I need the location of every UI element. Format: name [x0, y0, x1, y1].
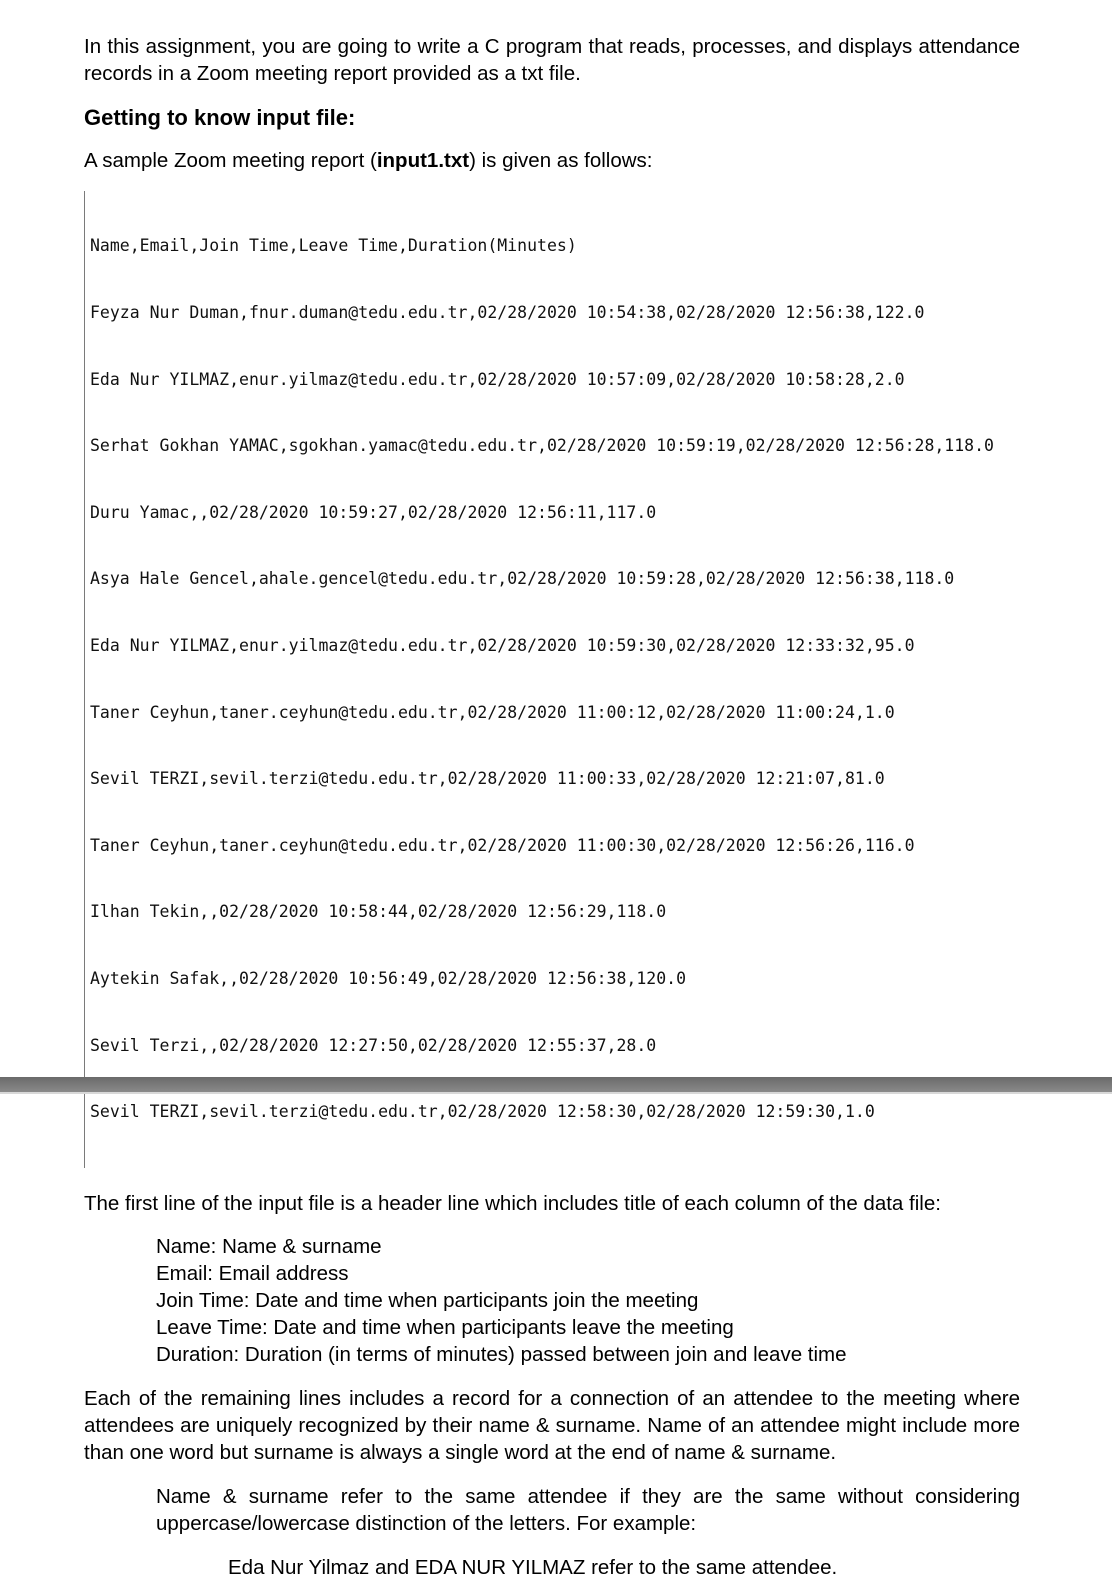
- code-line: Asya Hale Gencel,ahale.gencel@tedu.edu.tr,02/28/2020 10:59:28,02/28/2020 12:56:38,118.0: [90, 569, 955, 589]
- code-line: Sevil Terzi,,02/28/2020 12:27:50,02/28/2020 12:55:37,28.0: [90, 1035, 657, 1055]
- example-line: Eda Nur Yilmaz and EDA NUR YILMAZ refer to the same attendee.: [228, 1555, 838, 1579]
- code-line: Eda Nur YILMAZ,enur.yilmaz@tedu.edu.tr,02/28/2020 10:59:30,02/28/2020 12:33:32,95.0: [90, 635, 915, 655]
- code-line: Aytekin Safak,,02/28/2020 10:56:49,02/28/2020 12:56:38,120.0: [90, 968, 687, 988]
- document-page: [84, 33, 1020, 1581]
- column-definitions: [156, 1233, 1020, 1368]
- code-line: Sevil TERZI,sevil.terzi@tedu.edu.tr,02/28/2020 12:58:30,02/28/2020 12:59:30,1.0: [90, 1102, 875, 1122]
- column-def-name: Name: Name & surname: [156, 1234, 382, 1258]
- case-note: Name & surname refer to the same attendee if they are the same without considering uppercase/lowercase distinction of the letters. For example:: [156, 1484, 1020, 1535]
- page-bottom-divider: [0, 1092, 1112, 1094]
- code-line: Taner Ceyhun,taner.ceyhun@tedu.edu.tr,02/28/2020 11:00:12,02/28/2020 11:00:24,1.0: [90, 702, 895, 722]
- sample-file-code-block: [84, 191, 1020, 1168]
- sample-suffix: ) is given as follows:: [469, 149, 653, 172]
- page-bottom-bar: [0, 1077, 1112, 1092]
- column-def-leave-time: Leave Time: Date and time when participants leave the meeting: [156, 1315, 734, 1339]
- code-line: Taner Ceyhun,taner.ceyhun@tedu.edu.tr,02/28/2020 11:00:30,02/28/2020 12:56:26,116.0: [90, 835, 915, 855]
- sample-intro: [84, 147, 1020, 174]
- code-line: Duru Yamac,,02/28/2020 10:59:27,02/28/2020 12:56:11,117.0: [90, 502, 657, 522]
- code-line-header: Name,Email,Join Time,Leave Time,Duration(Minutes): [90, 236, 577, 256]
- sample-filename: input1.txt: [376, 149, 470, 172]
- code-line: Sevil TERZI,sevil.terzi@tedu.edu.tr,02/28/2020 11:00:33,02/28/2020 12:21:07,81.0: [90, 769, 885, 789]
- sample-prefix: A sample Zoom meeting report (: [84, 149, 377, 172]
- code-line: Serhat Gokhan YAMAC,sgokhan.yamac@tedu.edu.tr,02/28/2020 10:59:19,02/28/2020 12:56:28,118.0: [90, 436, 994, 456]
- code-line: Ilhan Tekin,,02/28/2020 10:58:44,02/28/2020 12:56:29,118.0: [90, 902, 667, 922]
- records-description: Each of the remaining lines includes a record for a connection of an attendee to the meeting where attendees are uniquely recognized by their name & surname. Name of an attendee might include more than one word but surname is always a single word at the end of name & surname.: [84, 1386, 1020, 1464]
- column-def-duration: Duration: Duration (in terms of minutes) passed between join and leave time: [156, 1342, 847, 1366]
- column-def-email: Email: Email address: [156, 1261, 349, 1285]
- section-heading: Getting to know input file:: [84, 105, 356, 130]
- code-line: Eda Nur YILMAZ,enur.yilmaz@tedu.edu.tr,02/28/2020 10:57:09,02/28/2020 10:58:28,2.0: [90, 369, 905, 389]
- header-description: The first line of the input file is a header line which includes title of each column of the data file:: [84, 1191, 941, 1215]
- intro-paragraph: In this assignment, you are going to write a C program that reads, processes, and displays attendance records in a Zoom meeting report provided as a txt file.: [84, 35, 1020, 85]
- column-def-join-time: Join Time: Date and time when participants join the meeting: [156, 1288, 699, 1312]
- code-line: Feyza Nur Duman,fnur.duman@tedu.edu.tr,02/28/2020 10:54:38,02/28/2020 12:56:38,122.0: [90, 303, 925, 322]
